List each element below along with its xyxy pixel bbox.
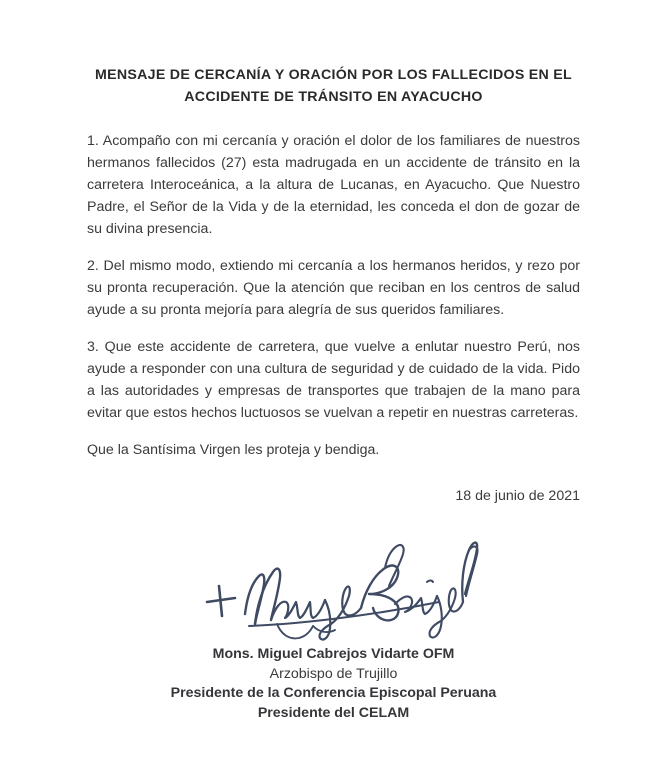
paragraph-3: 3. Que este accidente de carretera, que vuelve a enlutar nuestro Perú, nos ayude a responder con una cultura de seguridad y de cuidado de la vida. Pido a las autoridades y empresas de transportes que trabajen de la mano para evitar que estos hechos luctuosos se vuelvan a repetir en nuestras carreteras.	[87, 339, 580, 421]
signatory-office: Presidente de la Conferencia Episcopal Peruana	[170, 685, 497, 701]
signature-area	[0, 522, 667, 652]
paragraph-2: 2. Del mismo modo, extiendo mi cercanía a los hermanos heridos, y rezo por su pronta recuperación. Que la atención que reciban en los centros de salud ayude a su pronta mejoría para alegría de sus queridos familiares.	[87, 258, 580, 318]
document-body	[87, 0, 580, 507]
document-date: 18 de junio de 2021	[455, 488, 580, 504]
paragraph-list	[87, 130, 580, 424]
paragraph-1: 1. Acompaño con mi cercanía y oración el dolor de los familiares de nuestros hermanos fallecidos (27) esta madrugada en un accidente de tránsito en la carretera Interoceánica, a la altura de Lucanas, en Ayacucho. Que Nuestro Padre, el Señor de la Vida y de la eternidad, les conceda el don de gozar de su divina presencia.	[87, 133, 580, 237]
signatory-name: Mons. Miguel Cabrejos Vidarte OFM	[212, 646, 455, 662]
signatory-role: Arzobispo de Trujillo	[269, 665, 398, 682]
signatory-office-secondary: Presidente del CELAM	[257, 704, 410, 721]
handwritten-signature-icon	[189, 528, 479, 646]
closing-blessing: Que la Santísima Virgen les proteja y bendiga.	[87, 442, 380, 458]
page-title-line-2: ACCIDENTE DE TRÁNSITO EN AYACUCHO	[184, 89, 483, 105]
signatory-block	[0, 645, 667, 723]
page-title-line-1: MENSAJE DE CERCANÍA Y ORACIÓN POR LOS FALLECIDOS EN EL	[94, 67, 572, 83]
page-title	[87, 0, 580, 108]
